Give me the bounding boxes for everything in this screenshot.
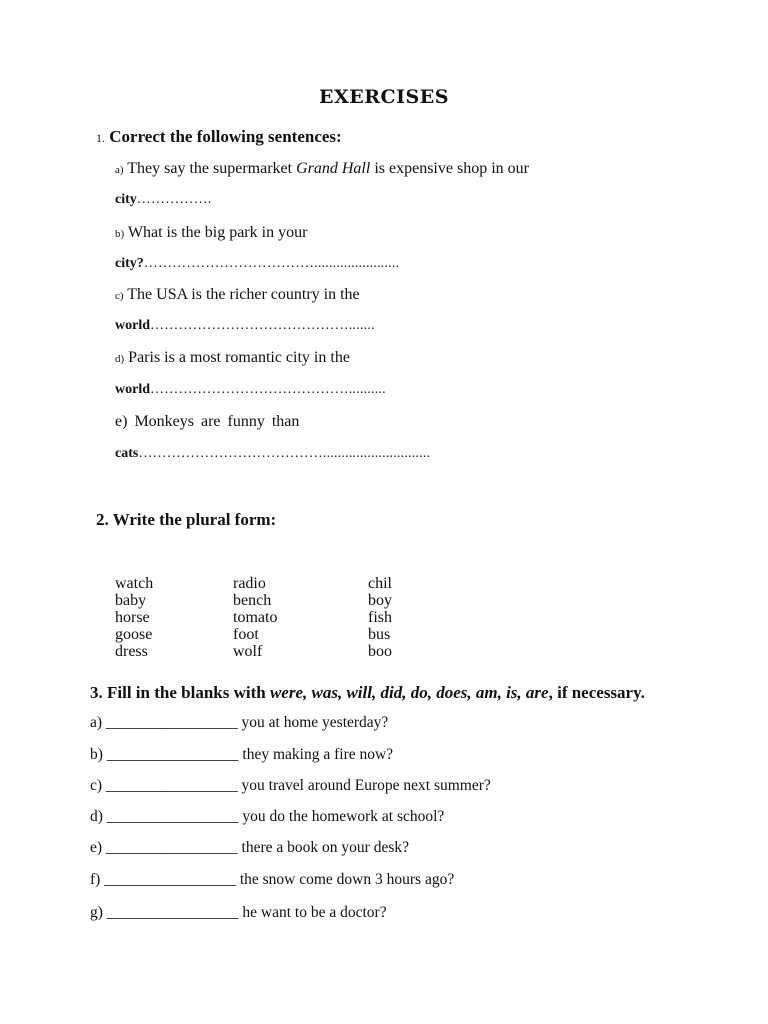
answer-prefix: city? (115, 256, 144, 271)
word-item: baby (115, 592, 147, 609)
fill-blank[interactable]: _________________ (106, 808, 239, 825)
fill-item-f (90, 871, 454, 889)
word-item: wolf (233, 643, 263, 660)
section3-heading-end: , if necessary. (548, 683, 645, 702)
section1-heading-text: Correct the following sentences: (109, 127, 342, 146)
word-item: tomato (233, 609, 278, 626)
plural-column-2 (233, 575, 277, 660)
fill-blank[interactable]: _________________ (105, 839, 238, 856)
sentence-marker: e) (115, 413, 128, 430)
word-item: bench (233, 592, 272, 609)
section1-number: 1. (96, 131, 105, 145)
fill-item-e (90, 839, 409, 857)
word-item: boo (368, 643, 392, 660)
sentence-d (115, 349, 350, 367)
fill-text: they making a fire now? (242, 746, 394, 763)
section3-heading (90, 683, 645, 703)
answer-dots: …………………………………….......... (150, 382, 386, 397)
fill-marker: f) (90, 871, 101, 888)
sentence-b (115, 224, 307, 242)
sentence-text-end: is expensive shop in our (370, 160, 529, 177)
fill-blank[interactable]: _________________ (105, 777, 238, 794)
section2-heading: 2. Write the plural form: (96, 510, 277, 529)
fill-marker: g) (90, 904, 103, 921)
plural-column-1 (115, 575, 153, 660)
fill-item-c (90, 777, 491, 795)
fill-marker: a) (90, 714, 103, 731)
word-item: bus (368, 626, 391, 643)
fill-marker: b) (90, 746, 103, 763)
section3-heading-text: 3. Fill in the blanks with (90, 683, 270, 702)
sentence-text: What is the big park in your (127, 224, 308, 241)
fill-blank[interactable]: _________________ (106, 746, 239, 763)
answer-prefix: world (115, 382, 150, 397)
section3-verb-list: were, was, will, did, do, does, am, is, are (269, 683, 549, 702)
fill-marker: d) (90, 808, 103, 825)
sentence-text: They say the supermarket (127, 160, 297, 177)
word-item: dress (115, 643, 148, 660)
answer-prefix: world (115, 318, 150, 333)
word-item: chil (368, 575, 392, 592)
fill-text: you do the homework at school? (242, 808, 445, 825)
sentence-marker: a) (115, 164, 124, 176)
fill-item-d (90, 808, 444, 826)
fill-blank[interactable]: _________________ (106, 904, 239, 921)
sentence-marker: b) (115, 228, 125, 240)
word-item: fish (368, 609, 392, 626)
sentence-marker: c) (115, 290, 124, 302)
sentence-text: Paris is a most romantic city in the (128, 349, 350, 366)
answer-prefix: city (115, 192, 137, 207)
answer-dots: ………………………………....................... (143, 256, 400, 271)
word-item: horse (115, 609, 150, 626)
answer-line-d[interactable] (115, 382, 386, 398)
word-item: watch (115, 575, 154, 592)
word-item: foot (233, 626, 259, 643)
page-title: EXERCISES (319, 86, 449, 108)
fill-text: he want to be a doctor? (242, 904, 387, 921)
sentence-text: The USA is the richer country in the (127, 286, 360, 303)
answer-dots: ……………………………………....... (150, 318, 375, 333)
sentence-marker: d) (115, 353, 125, 365)
fill-blank[interactable]: _________________ (105, 714, 238, 731)
answer-dots: ……………. (136, 192, 212, 207)
answer-line-e[interactable] (115, 446, 430, 462)
sentence-text: Monkeys are funny than (134, 413, 300, 430)
answer-prefix: cats (115, 446, 139, 461)
fill-text: you travel around Europe next summer? (241, 777, 491, 794)
fill-blank[interactable]: _________________ (104, 871, 236, 888)
answer-line-a[interactable] (115, 192, 211, 208)
word-item: goose (115, 626, 153, 643)
sentence-e (115, 413, 299, 431)
fill-marker: e) (90, 839, 103, 856)
section1-heading (96, 127, 342, 147)
answer-line-b[interactable] (115, 256, 399, 272)
word-item: radio (233, 575, 266, 592)
answer-line-c[interactable] (115, 318, 375, 334)
sentence-emphasis: Grand Hall (296, 160, 371, 177)
fill-item-g (90, 904, 387, 922)
fill-text: there a book on your desk? (241, 839, 409, 856)
fill-text: you at home yesterday? (241, 714, 389, 731)
sentence-c (115, 286, 360, 304)
word-item: boy (368, 592, 392, 609)
fill-item-a (90, 714, 388, 732)
fill-item-b (90, 746, 393, 764)
sentence-a (115, 160, 529, 178)
fill-marker: c) (90, 777, 103, 794)
plural-column-3 (368, 575, 392, 660)
fill-text: the snow come down 3 hours ago? (239, 871, 455, 888)
answer-dots: …………………………………............................. (138, 446, 431, 461)
